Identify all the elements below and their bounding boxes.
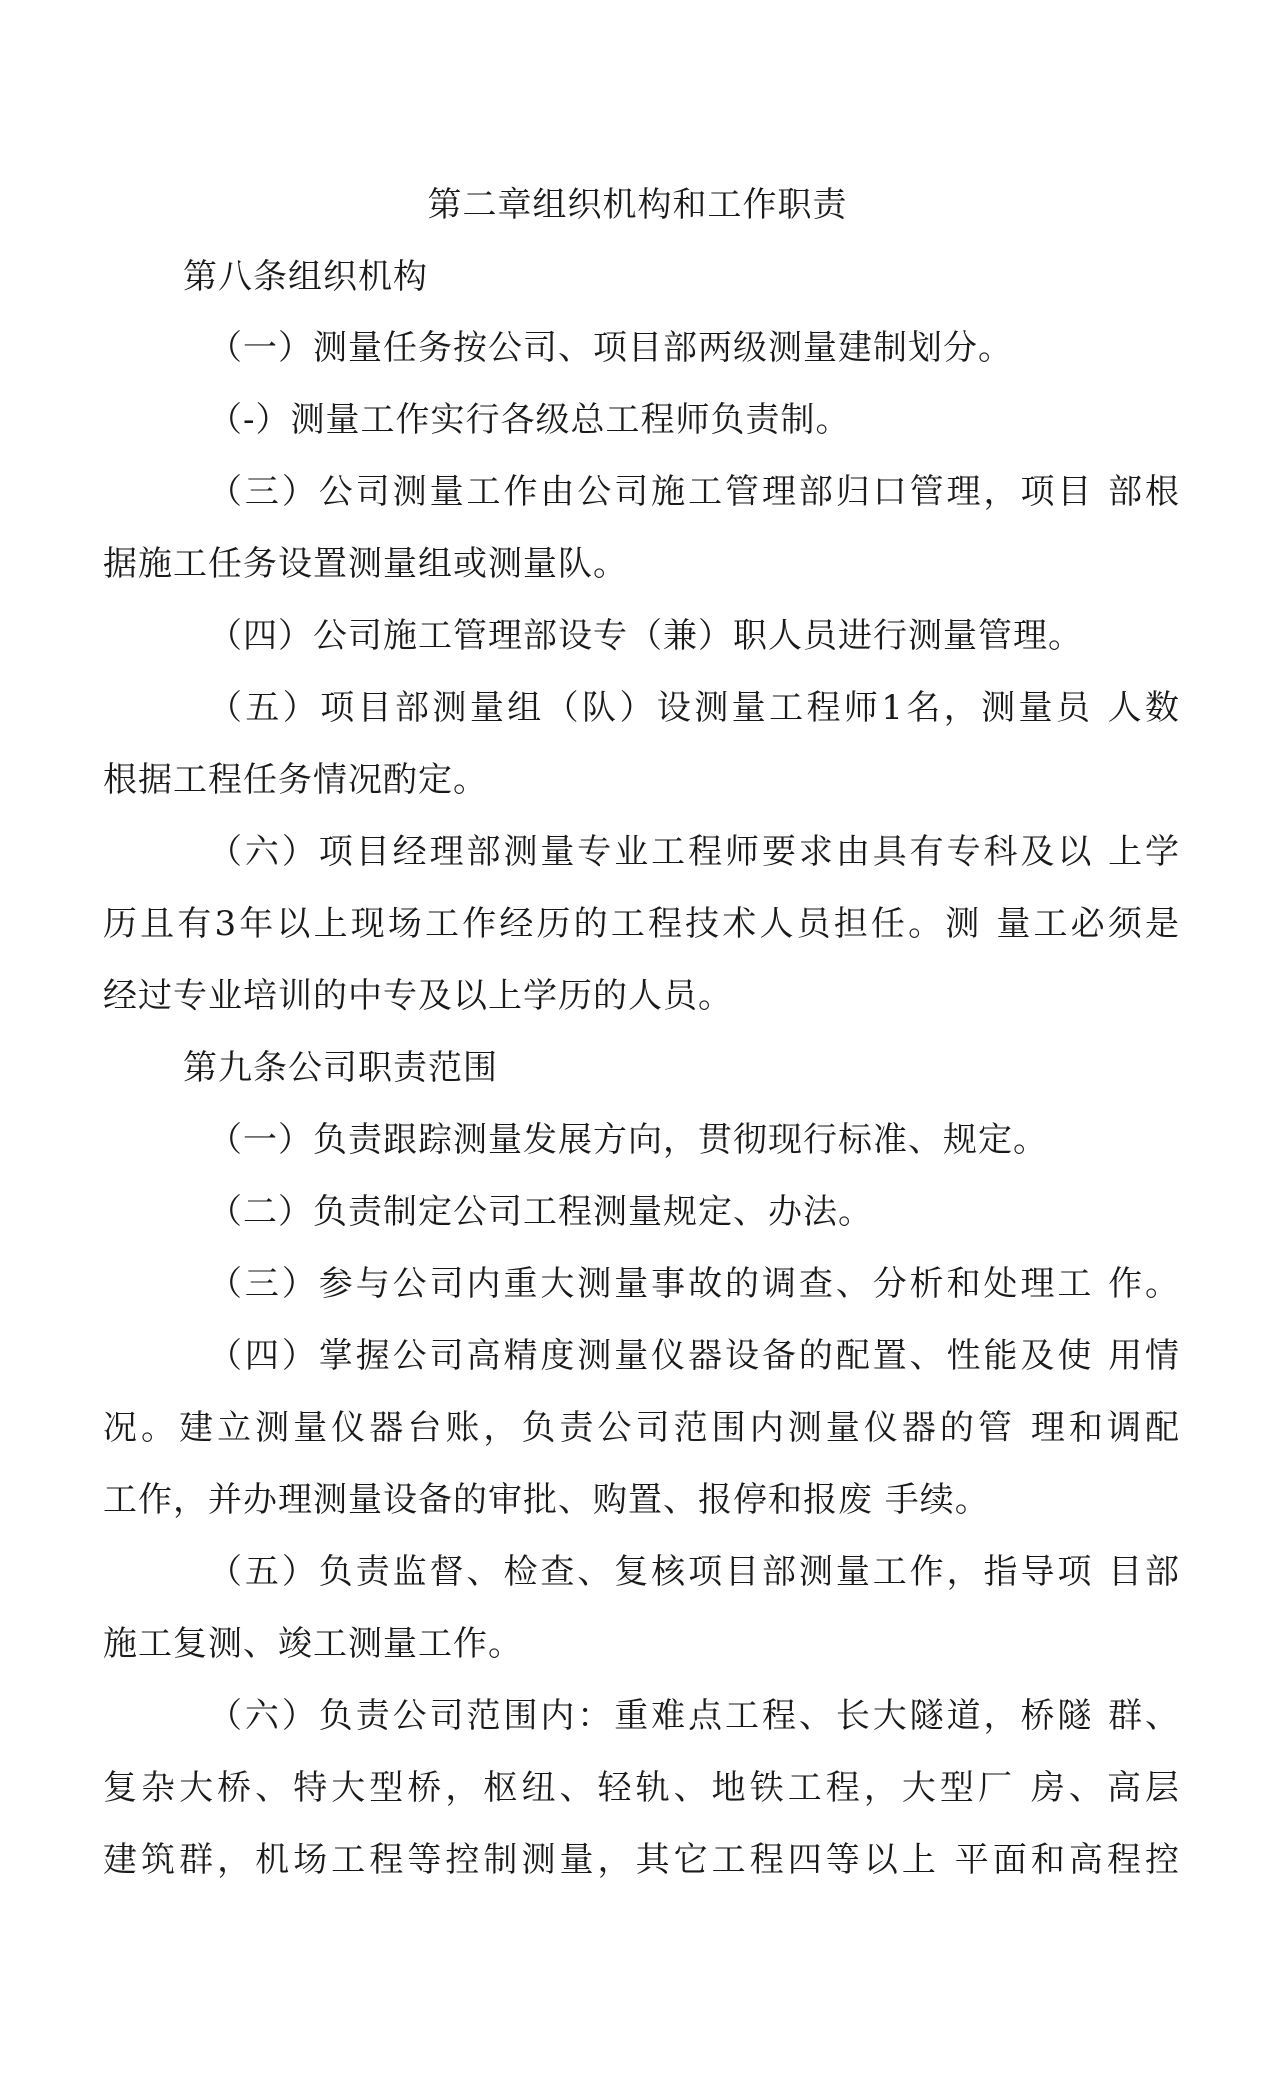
paragraph-line: 据施工任务设置测量组或测量队。	[103, 544, 628, 584]
paragraph-line: （三）公司测量工作由公司施工管理部归口管理，项目 部根	[208, 472, 1180, 512]
paragraph-line: （五）项目部测量组（队）设测量工程师1名，测量员 人数	[208, 688, 1180, 728]
paragraph-line: 经过专业培训的中专及以上学历的人员。	[103, 976, 733, 1016]
paragraph-line: 历且有3年以上现场工作经历的工程技术人员担任。测 量工必须是	[103, 904, 1180, 944]
paragraph-line: （六）负责公司范围内：重难点工程、长大隧道，桥隧 群、	[208, 1696, 1180, 1736]
paragraph-line: 复杂大桥、特大型桥，枢纽、轻轨、地铁工程，大型厂 房、高层	[103, 1768, 1180, 1808]
paragraph-line: （三）参与公司内重大测量事故的调查、分析和处理工 作。	[208, 1264, 1180, 1304]
paragraph-line: （一）负责跟踪测量发展方向，贯彻现行标准、规定。	[208, 1120, 1048, 1160]
paragraph-line: 施工复测、竣工测量工作。	[103, 1624, 523, 1664]
paragraph-line: 建筑群，机场工程等控制测量，其它工程四等以上 平面和高程控	[103, 1840, 1180, 1880]
paragraph-line: （二）负责制定公司工程测量规定、办法。	[208, 1192, 873, 1232]
paragraph-line: （四）掌握公司高精度测量仪器设备的配置、性能及使 用情	[208, 1336, 1180, 1376]
paragraph-line: 工作，并办理测量设备的审批、购置、报停和报废 手续。	[103, 1480, 990, 1520]
page-title: 第二章组织机构和工作职责	[427, 185, 848, 225]
section-heading-8: 第八条组织机构	[183, 257, 428, 297]
paragraph-line: （五）负责监督、检查、复核项目部测量工作，指导项 目部	[208, 1552, 1180, 1592]
section-heading-9: 第九条公司职责范围	[183, 1048, 498, 1088]
paragraph-line: 根据工程任务情况酌定。	[103, 760, 488, 800]
paragraph-line: 况。建立测量仪器台账，负责公司范围内测量仪器的管 理和调配	[103, 1408, 1180, 1448]
paragraph-line: （一）测量任务按公司、项目部两级测量建制划分。	[208, 328, 1013, 368]
paragraph-line: （-）测量工作实行各级总工程师负责制。	[208, 400, 851, 440]
paragraph-line: （四）公司施工管理部设专（兼）职人员进行测量管理。	[208, 616, 1083, 656]
paragraph-line: （六）项目经理部测量专业工程师要求由具有专科及以 上学	[208, 832, 1180, 872]
